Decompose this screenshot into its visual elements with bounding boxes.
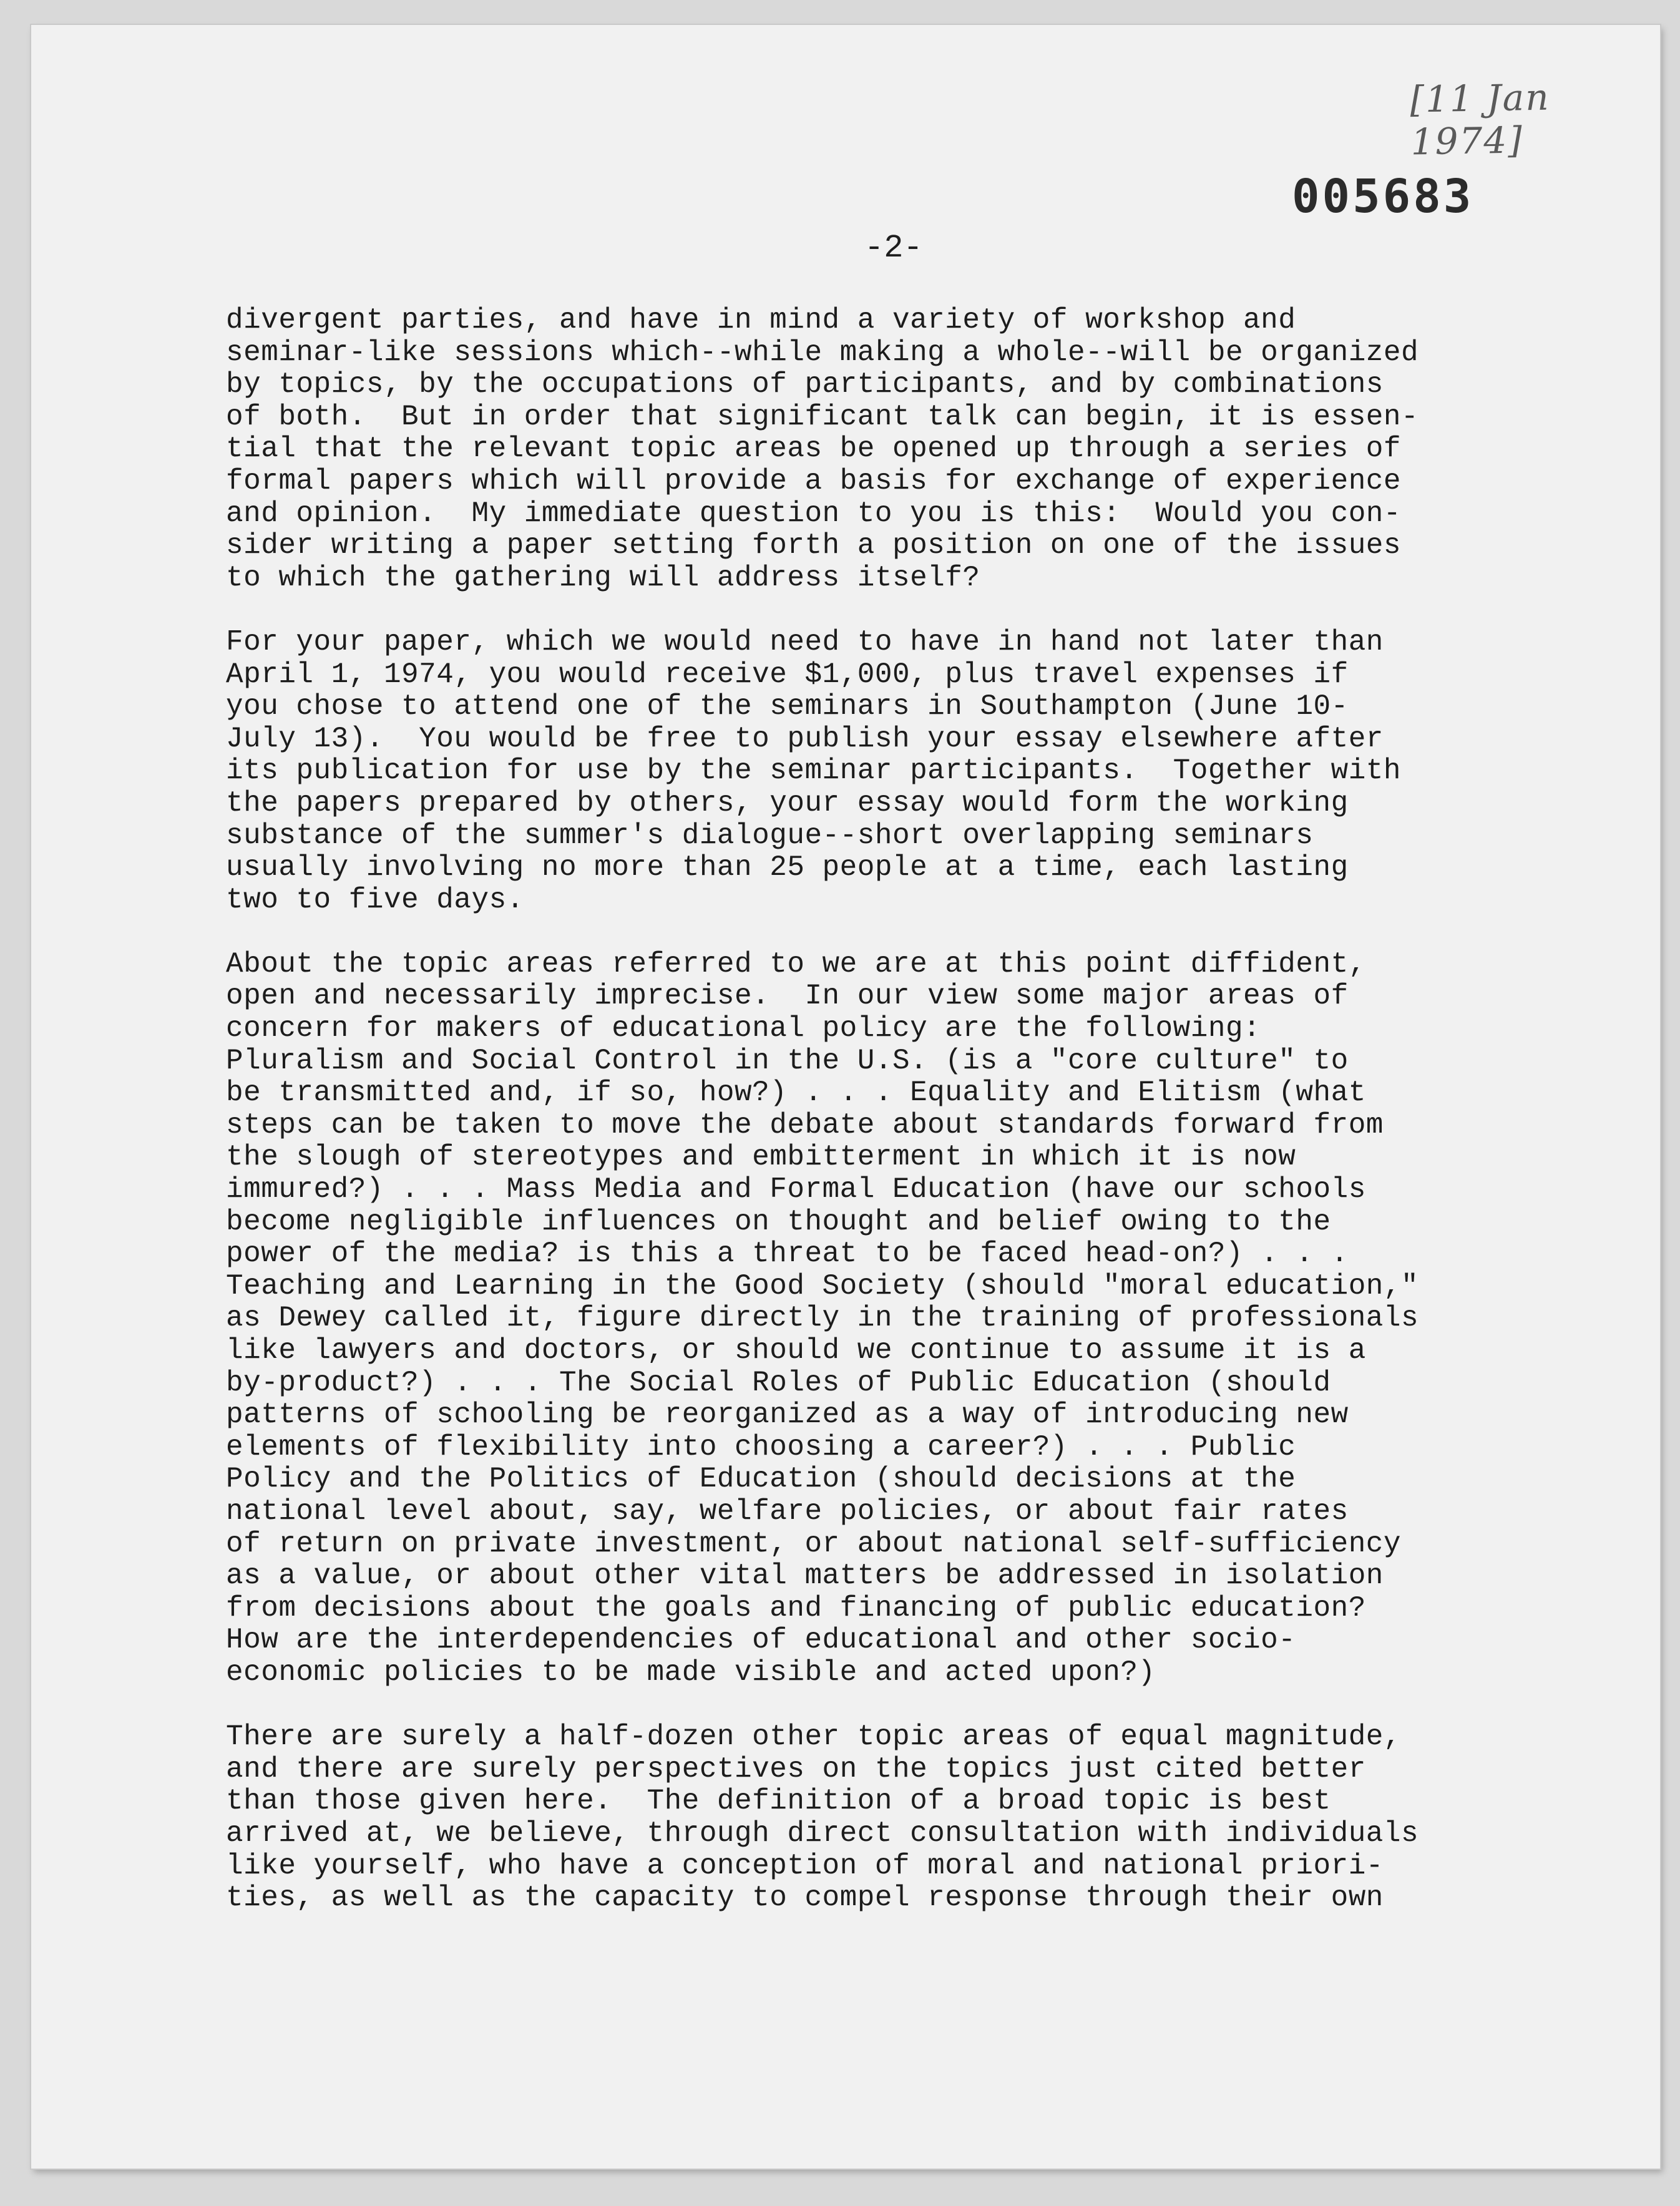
text-line: July 13). You would be free to publish your essay elsewhere after	[226, 722, 1384, 755]
text-line: arrived at, we believe, through direct consultation with individuals	[226, 1817, 1419, 1850]
text-line: power of the media? is this a threat to be faced head-on?) . . .	[226, 1237, 1349, 1271]
text-line: its publication for use by the seminar participants. Together with	[226, 754, 1402, 788]
text-line: steps can be taken to move the debate about standards forward from	[226, 1108, 1384, 1141]
text-line: sider writing a paper setting forth a position on one of the issues	[226, 529, 1402, 562]
text-line: from decisions about the goals and financing of public education?	[226, 1591, 1366, 1624]
text-line: two to five days.	[226, 883, 524, 916]
text-line: tial that the relevant topic areas be opened up through a series of	[226, 432, 1402, 466]
text-line: immured?) . . . Mass Media and Formal Education (have our schools	[226, 1173, 1366, 1206]
text-line: of both. But in order that significant talk can begin, it is essen-	[226, 400, 1419, 433]
text-line: seminar-like sessions which--while making a whole--will be organized	[226, 336, 1419, 369]
text-line: be transmitted and, if so, how?) . . . Equality and Elitism (what	[226, 1076, 1366, 1110]
text-line: elements of flexibility into choosing a career?) . . . Public	[226, 1430, 1296, 1463]
text-line: April 1, 1974, you would receive $1,000, plus travel expenses if	[226, 658, 1349, 691]
text-line: concern for makers of educational policy are the following:	[226, 1012, 1261, 1045]
text-line: like lawyers and doctors, or should we continue to assume it is a	[226, 1334, 1366, 1367]
paragraph	[226, 305, 1536, 594]
text-line: Teaching and Learning in the Good Society (should "moral education,"	[226, 1269, 1419, 1302]
text-line: than those given here. The definition of a broad topic is best	[226, 1785, 1331, 1818]
text-line: you chose to attend one of the seminars in Southampton (June 10-	[226, 690, 1349, 723]
handwritten-date-annotation: [11 Jan 1974]	[1409, 76, 1551, 163]
text-line: divergent parties, and have in mind a variety of workshop and	[226, 304, 1296, 336]
text-line: like yourself, who have a conception of moral and national priori-	[226, 1849, 1384, 1882]
text-line: and opinion. My immediate question to you is this: Would you con-	[226, 497, 1402, 530]
text-line: substance of the summer's dialogue--short overlapping seminars	[226, 819, 1314, 852]
text-line: formal papers which will provide a basis for exchange of experience	[226, 464, 1402, 497]
text-line: to which the gathering will address itself?	[226, 561, 980, 594]
page-number: -2-	[864, 230, 923, 266]
text-line: and there are surely perspectives on the topics just cited better	[226, 1752, 1366, 1785]
text-line: the slough of stereotypes and embitterment in which it is now	[226, 1141, 1296, 1174]
text-line: national level about, say, welfare policies, or about fair rates	[226, 1495, 1349, 1528]
text-line: as Dewey called it, figure directly in the training of professionals	[226, 1302, 1419, 1335]
text-line: of return on private investment, or about national self-sufficiency	[226, 1527, 1402, 1560]
text-line: There are surely a half-dozen other topic areas of equal magnitude,	[226, 1720, 1402, 1754]
paragraph	[226, 949, 1536, 1689]
text-line: by-product?) . . . The Social Roles of Public Education (should	[226, 1366, 1331, 1399]
text-line: become negligible influences on thought and belief owing to the	[226, 1205, 1331, 1238]
text-line: About the topic areas referred to we are at this point diffident,	[226, 947, 1366, 980]
paragraph	[226, 627, 1536, 916]
text-line: Pluralism and Social Control in the U.S. (is a "core culture" to	[226, 1044, 1349, 1077]
paragraph	[226, 1721, 1536, 1915]
text-line: usually involving no more than 25 people at a time, each lasting	[226, 851, 1349, 884]
letter-body	[226, 305, 1536, 1946]
text-line: ties, as well as the capacity to compel response through their own	[226, 1881, 1384, 1915]
text-line: Policy and the Politics of Education (should decisions at the	[226, 1463, 1296, 1496]
text-line: For your paper, which we would need to have in hand not later than	[226, 625, 1384, 658]
document-number-stamp: 005683	[1292, 170, 1474, 223]
text-line: by topics, by the occupations of participants, and by combinations	[226, 368, 1384, 401]
text-line: economic policies to be made visible and acted upon?)	[226, 1656, 1156, 1689]
text-line: as a value, or about other vital matters be addressed in isolation	[226, 1559, 1384, 1593]
text-line: patterns of schooling be reorganized as a way of introducing new	[226, 1398, 1349, 1432]
text-line: the papers prepared by others, your essay would form the working	[226, 786, 1349, 819]
text-line: How are the interdependencies of educational and other socio-	[226, 1624, 1296, 1657]
text-line: open and necessarily imprecise. In our view some major areas of	[226, 980, 1349, 1013]
